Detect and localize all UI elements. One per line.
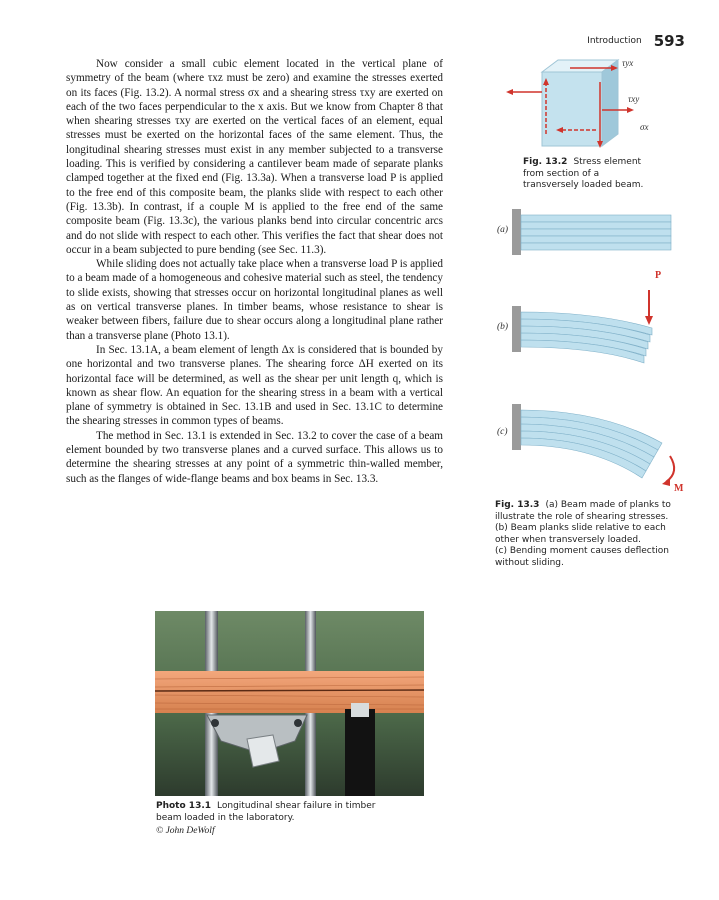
- moment-m-arrowhead: [662, 478, 670, 486]
- cube-right-face: [602, 60, 618, 146]
- caption-label: Fig. 13.3: [495, 500, 540, 510]
- fixed-wall: [512, 404, 521, 450]
- caption-line: from section of a: [523, 168, 600, 179]
- stress-element-figure: [500, 52, 690, 152]
- photo-13-1-caption: [156, 800, 426, 824]
- caption-line: other when transversely loaded.: [495, 534, 641, 545]
- page-number: 593: [653, 32, 685, 50]
- caption-line: Longitudinal shear failure in timber: [217, 801, 376, 811]
- moment-m-label: M: [674, 483, 684, 493]
- cylinder-cap: [351, 703, 369, 717]
- body-text: [66, 57, 443, 486]
- sigma-x-label: σx: [640, 122, 649, 132]
- plank-beam-transverse-load: [512, 268, 677, 368]
- page-header: [587, 28, 685, 50]
- figure-13-2-caption: [523, 157, 673, 192]
- plank-beam-unloaded: [512, 205, 677, 260]
- cube-front-face: [542, 72, 602, 146]
- load-p-label: P: [655, 270, 662, 281]
- caption-line: beam loaded in the laboratory.: [156, 813, 295, 823]
- caption-line: transversely loaded beam.: [523, 180, 644, 190]
- figure-13-3-caption: [495, 500, 685, 569]
- plank-beam-bending-moment: [512, 398, 687, 493]
- subfigure-label-b: (b): [497, 322, 509, 332]
- plank: [521, 222, 671, 229]
- caption-line: without sliding.: [495, 557, 564, 568]
- tau-xy-label: τxy: [628, 94, 640, 104]
- photo-credit: © John DeWolf: [156, 826, 215, 836]
- running-head: Introduction: [587, 36, 642, 46]
- caption-line: Stress element: [573, 157, 642, 167]
- timber-beam-photo: [155, 611, 424, 796]
- tau-yx-label: τyx: [622, 58, 634, 68]
- sigma-x-arrowhead: [627, 107, 634, 113]
- bolt: [211, 719, 219, 727]
- caption-label: Fig. 13.2: [523, 157, 568, 167]
- caption-line: (a) Beam made of planks to: [545, 500, 671, 510]
- plank: [521, 243, 671, 250]
- caption-line: (b) Beam planks slide relative to each: [495, 523, 666, 533]
- paragraph: While sliding does not actually take place when a transverse load P is applied to a beam made of a homogeneous and cohesive material such as steel, the tendency to slide exists, showing that stresses occur on horizontal longitudinal planes as well as on vertical transverse planes. In timber beams, whose resistance to shear is weaker between fibers, failure due to shear occurs along a longitudinal plane rather than a transverse plane (Photo 13.1).: [66, 258, 443, 342]
- caption-line: (c) Bending moment causes deflection: [495, 546, 669, 556]
- caption-line: illustrate the role of shearing stresses.: [495, 511, 669, 522]
- plank: [521, 215, 671, 222]
- load-p-arrowhead: [645, 316, 653, 325]
- plank: [521, 236, 671, 243]
- moment-m-arrow: [666, 456, 674, 482]
- paragraph: In Sec. 13.1A, a beam element of length Δx is considered that is bounded by one horizontal and two transverse planes. The shearing force ΔH exerted on its horizontal face will be determined, as well as the shear per unit length q, which is known as shear flow. An equation for the shearing stress in a beam with a vertical plane of symmetry is obtained in Sec. 13.1B and used in Sec. 13.1C to determine the shearing stresses in common types of beams.: [66, 343, 443, 428]
- paragraph: The method in Sec. 13.1 is extended in Sec. 13.2 to cover the case of a beam element bounded by two transverse planes and a curved surface. This allows us to determine the shearing stresses at any point of a symmetric thin-walled member, such as the flanges of wide-flange beams and box beams in Sec. 13.3.: [66, 429, 443, 485]
- sigma-x-left-arrowhead: [506, 89, 513, 95]
- subfigure-label-a: (a): [497, 225, 509, 235]
- load-block: [247, 735, 279, 767]
- bolt: [294, 719, 302, 727]
- caption-label: Photo 13.1: [156, 801, 212, 811]
- fixed-wall: [512, 306, 521, 352]
- subfigure-label-c: (c): [497, 427, 508, 437]
- fixed-wall: [512, 209, 521, 255]
- dark-cylinder: [345, 709, 375, 796]
- paragraph: Now consider a small cubic element located in the vertical plane of symmetry of the beam (where τxz must be zero) and examine the stresses exerted on its faces (Fig. 13.2). A normal stress σx and a shearing stress τxy are exerted on each of the two faces perpendicular to the x axis. But we know from Chapter 8 that when shearing stresses τxy are exerted on the vertical faces of an element, equal stresses must be exerted on the horizontal faces of the same element. Thus, the longitudinal shearing stresses must exist in any member subjected to a transverse loading. This is verified by considering a cantilever beam made of separate planks clamped together at the fixed end (Fig. 13.3a). When a transverse load P is applied to the free end of this composite beam, the planks slide with respect to each other (Fig. 13.3b). In contrast, if a couple M is applied to the free end of the same composite beam (Fig. 13.3c), the various planks bend into circular concentric arcs and do not slide with respect to each other. This verifies the fact that shear does not occur in a beam subjected to pure bending (see Sec. 11.3).: [66, 58, 443, 256]
- plank: [521, 229, 671, 236]
- shear-crack: [155, 690, 424, 691]
